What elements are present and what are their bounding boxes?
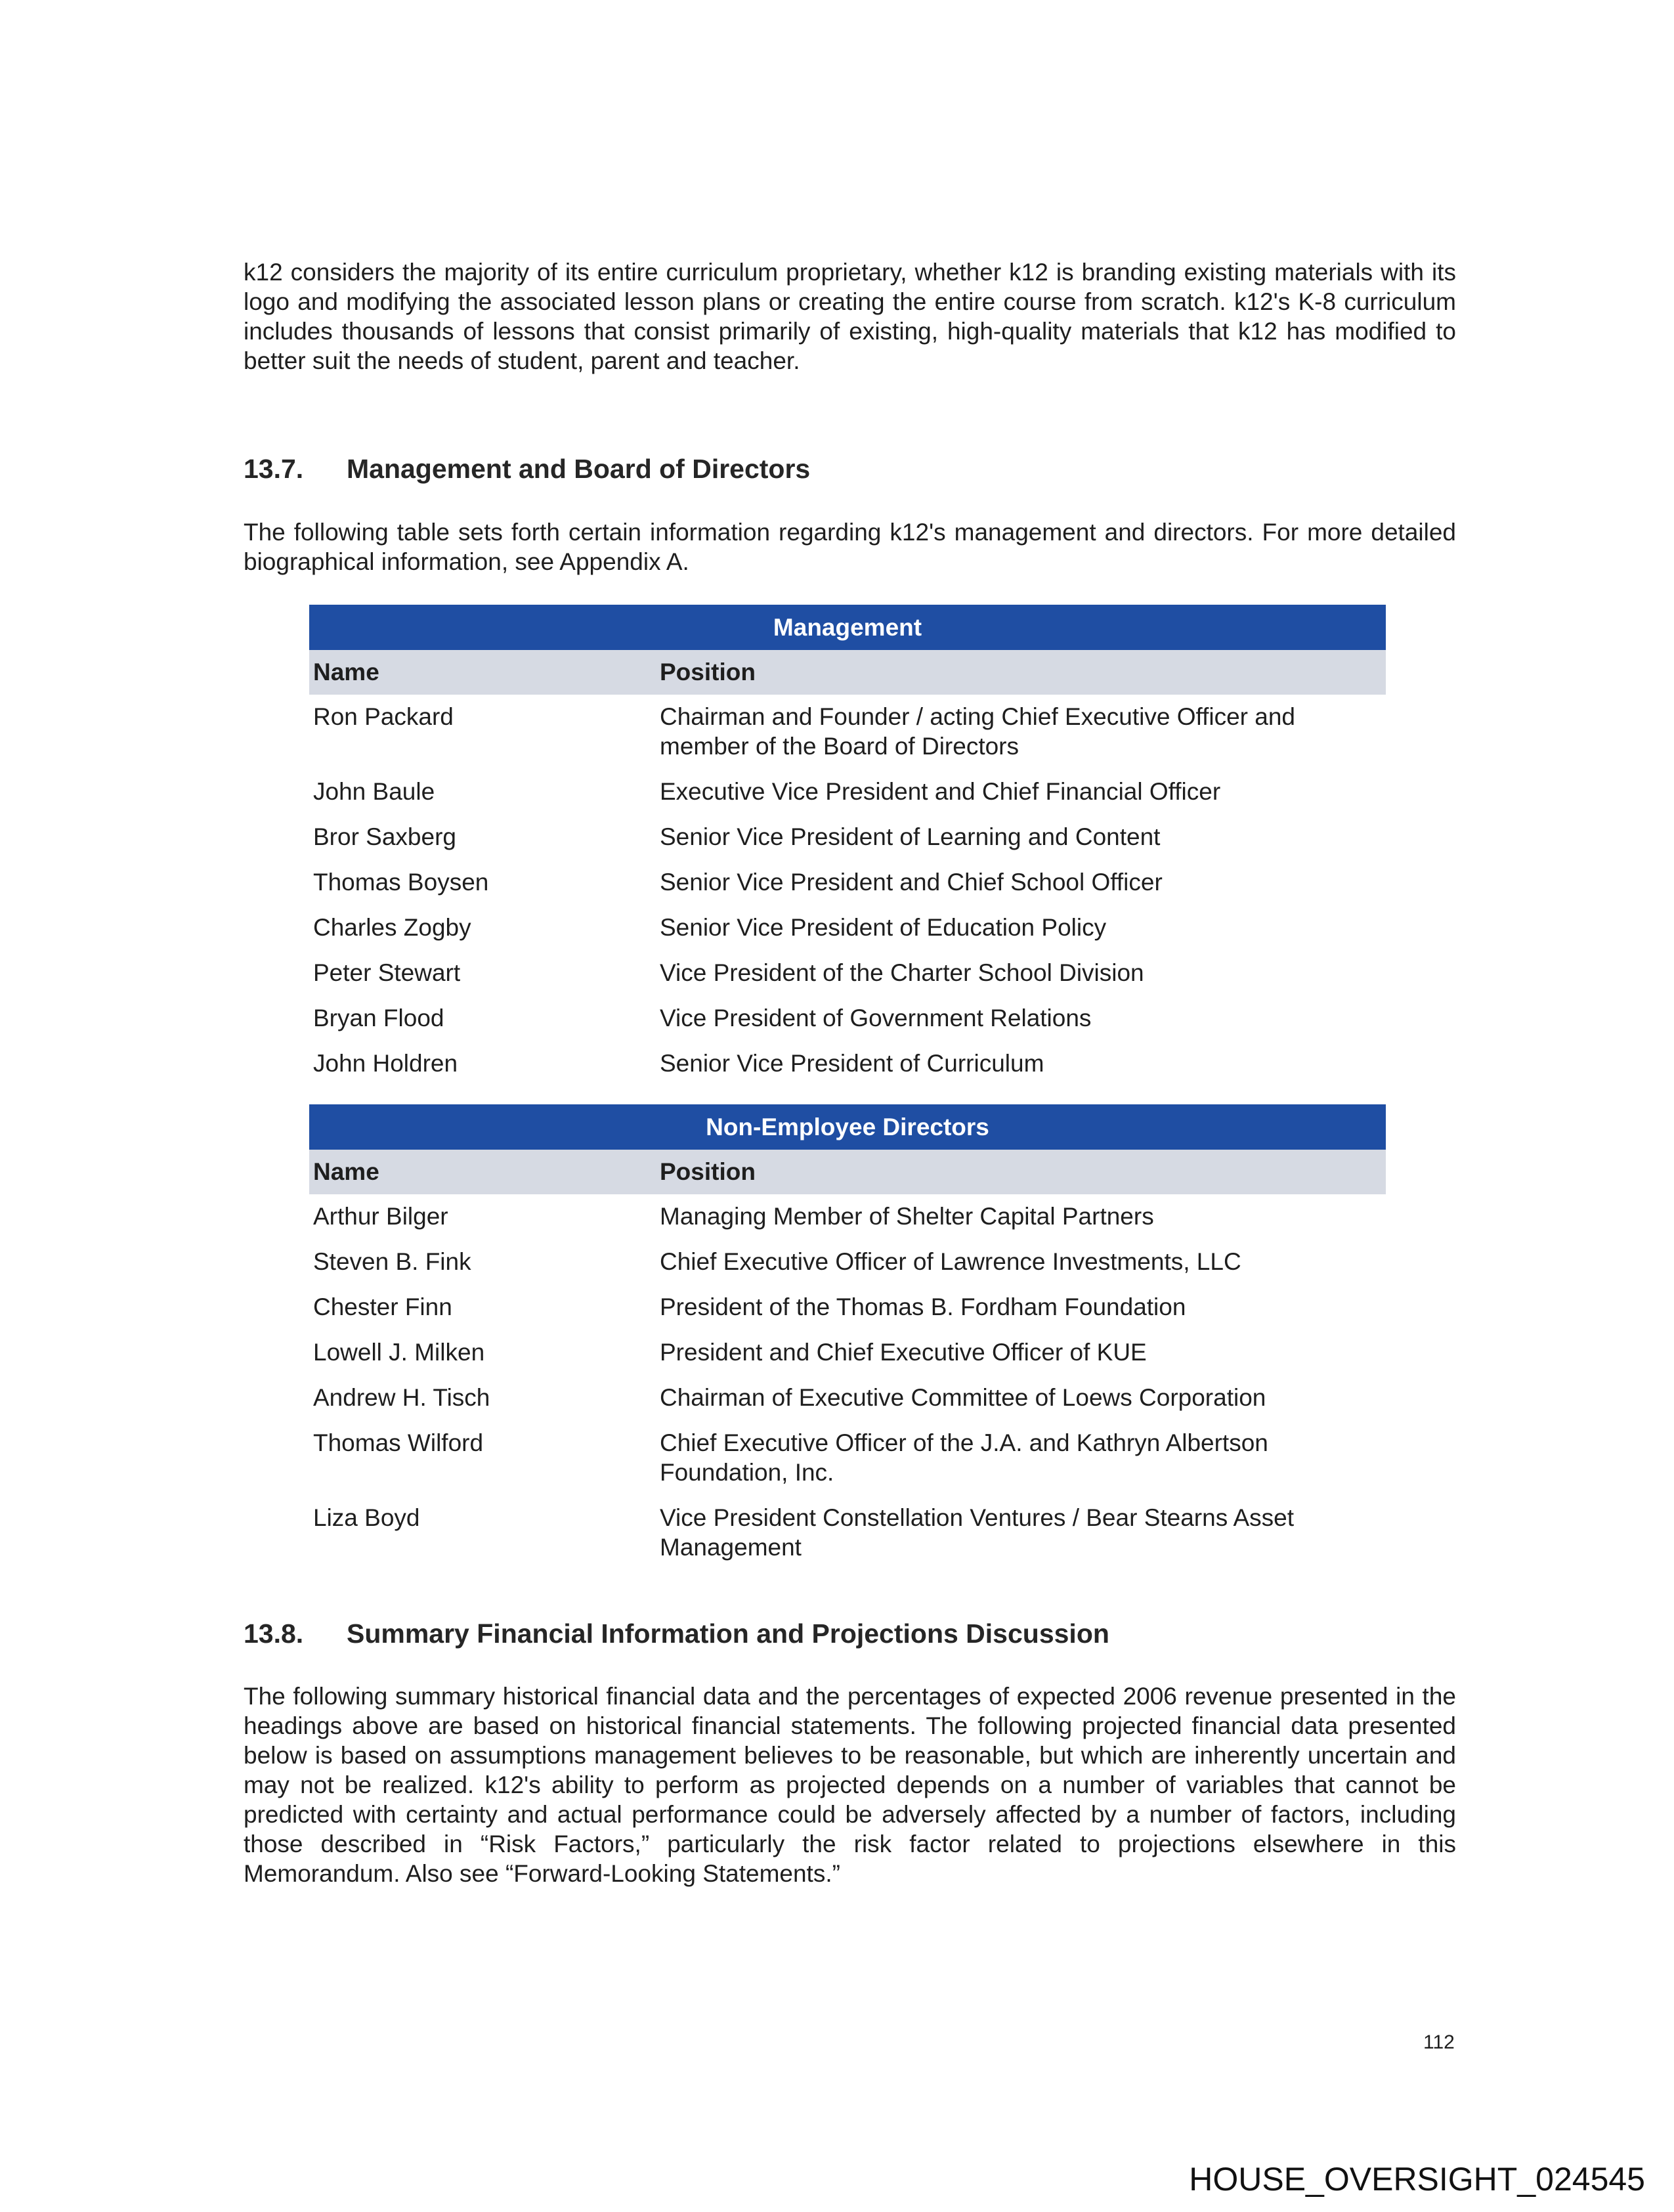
row-name: Thomas Boysen [313,869,489,896]
page-number: 112 [1423,2031,1455,2053]
column-header-position: Position [660,659,756,685]
row-name: Thomas Wilford [313,1429,484,1456]
table-row [309,1330,1386,1376]
row-position: Chairman and Founder / acting Chief Executive Officer and member of the Board of Directors [660,703,1295,760]
row-position: Vice President of Government Relations [660,1005,1092,1031]
section-title: Summary Financial Information and Projections Discussion [347,1618,1109,1649]
row-position: Senior Vice President of Curriculum [660,1050,1044,1077]
row-position: Executive Vice President and Chief Financial Officer [660,778,1221,805]
table-row [309,996,1386,1041]
row-name: Liza Boyd [313,1504,420,1531]
row-name: Bror Saxberg [313,823,456,850]
row-position: Chief Executive Officer of Lawrence Investments, LLC [660,1248,1241,1275]
row-name: Ron Packard [313,703,454,730]
table-row [309,1240,1386,1285]
table-row [309,1285,1386,1330]
row-position: Senior Vice President and Chief School Officer [660,869,1163,896]
intro-paragraph: k12 considers the majority of its entire curriculum proprietary, whether k12 is branding existing materials with its logo and modifying the associated lesson plans or creating the entire course from scratch. k12's K-8 curriculum includes thousands of lessons that consist primarily of existing, high-quality materials that k12 has modified to better suit the needs of student, parent and teacher. [244,259,1456,374]
table-row [309,815,1386,860]
column-header-position: Position [660,1158,756,1185]
management-table [309,605,1386,1087]
management-table-header [309,650,1386,695]
directors-table-title: Non-Employee Directors [309,1104,1386,1150]
table-row [309,1041,1386,1087]
row-position: Chief Executive Officer of the J.A. and Kathryn Albertson Foundation, Inc. [660,1429,1268,1486]
management-table-title: Management [309,605,1386,650]
section-13-7-paragraph: The following table sets forth certain information regarding k12's management and directors. For more detailed biographical information, see Appendix A. [244,519,1456,575]
row-name: Chester Finn [313,1293,452,1320]
row-position: Senior Vice President of Education Policy [660,914,1107,941]
section-heading-13-7 [244,453,810,485]
table-row [309,695,1386,770]
section-heading-13-8 [244,1618,1109,1649]
directors-table [309,1104,1386,1571]
column-header-name: Name [313,1158,379,1185]
table-row [309,951,1386,996]
table-row [309,770,1386,815]
section-13-8-paragraph: The following summary historical financial data and the percentages of expected 2006 revenue presented in the headings above are based on historical financial statements. The following projected financial data presented below is based on assumptions management believes to be reasonable, but which are inherently uncertain and may not be realized. k12's ability to perform as projected depends on a number of variables that cannot be predicted with certainty and actual performance could be adversely affected by a number of factors, including those described in “Risk Factors,” particularly the risk factor related to projections elsewhere in this Memorandum. Also see “Forward-Looking Statements.” [244,1683,1456,1887]
row-name: Arthur Bilger [313,1203,448,1230]
section-title: Management and Board of Directors [347,454,811,484]
row-position: Vice President of the Charter School Division [660,959,1144,986]
row-position: Senior Vice President of Learning and Content [660,823,1161,850]
row-name: Lowell J. Milken [313,1339,485,1366]
bates-stamp: HOUSE_OVERSIGHT_024545 [1189,2161,1645,2198]
row-name: John Holdren [313,1050,458,1077]
row-position: President of the Thomas B. Fordham Foundation [660,1293,1186,1320]
table-row [309,905,1386,951]
row-position: Vice President Constellation Ventures / Bear Stearns Asset Management [660,1504,1294,1561]
table-row [309,1194,1386,1240]
table-row [309,1496,1386,1571]
row-name: Bryan Flood [313,1005,444,1031]
directors-table-header [309,1150,1386,1194]
section-number: 13.7. [244,454,304,484]
row-position: Chairman of Executive Committee of Loews Corporation [660,1384,1266,1411]
table-row [309,1376,1386,1421]
row-name: Peter Stewart [313,959,461,986]
table-row [309,1421,1386,1496]
row-position: President and Chief Executive Officer of KUE [660,1339,1147,1366]
row-name: Charles Zogby [313,914,471,941]
section-number: 13.8. [244,1618,304,1649]
column-header-name: Name [313,659,379,685]
table-row [309,860,1386,905]
row-position: Managing Member of Shelter Capital Partners [660,1203,1154,1230]
row-name: Steven B. Fink [313,1248,471,1275]
row-name: Andrew H. Tisch [313,1384,490,1411]
row-name: John Baule [313,778,435,805]
